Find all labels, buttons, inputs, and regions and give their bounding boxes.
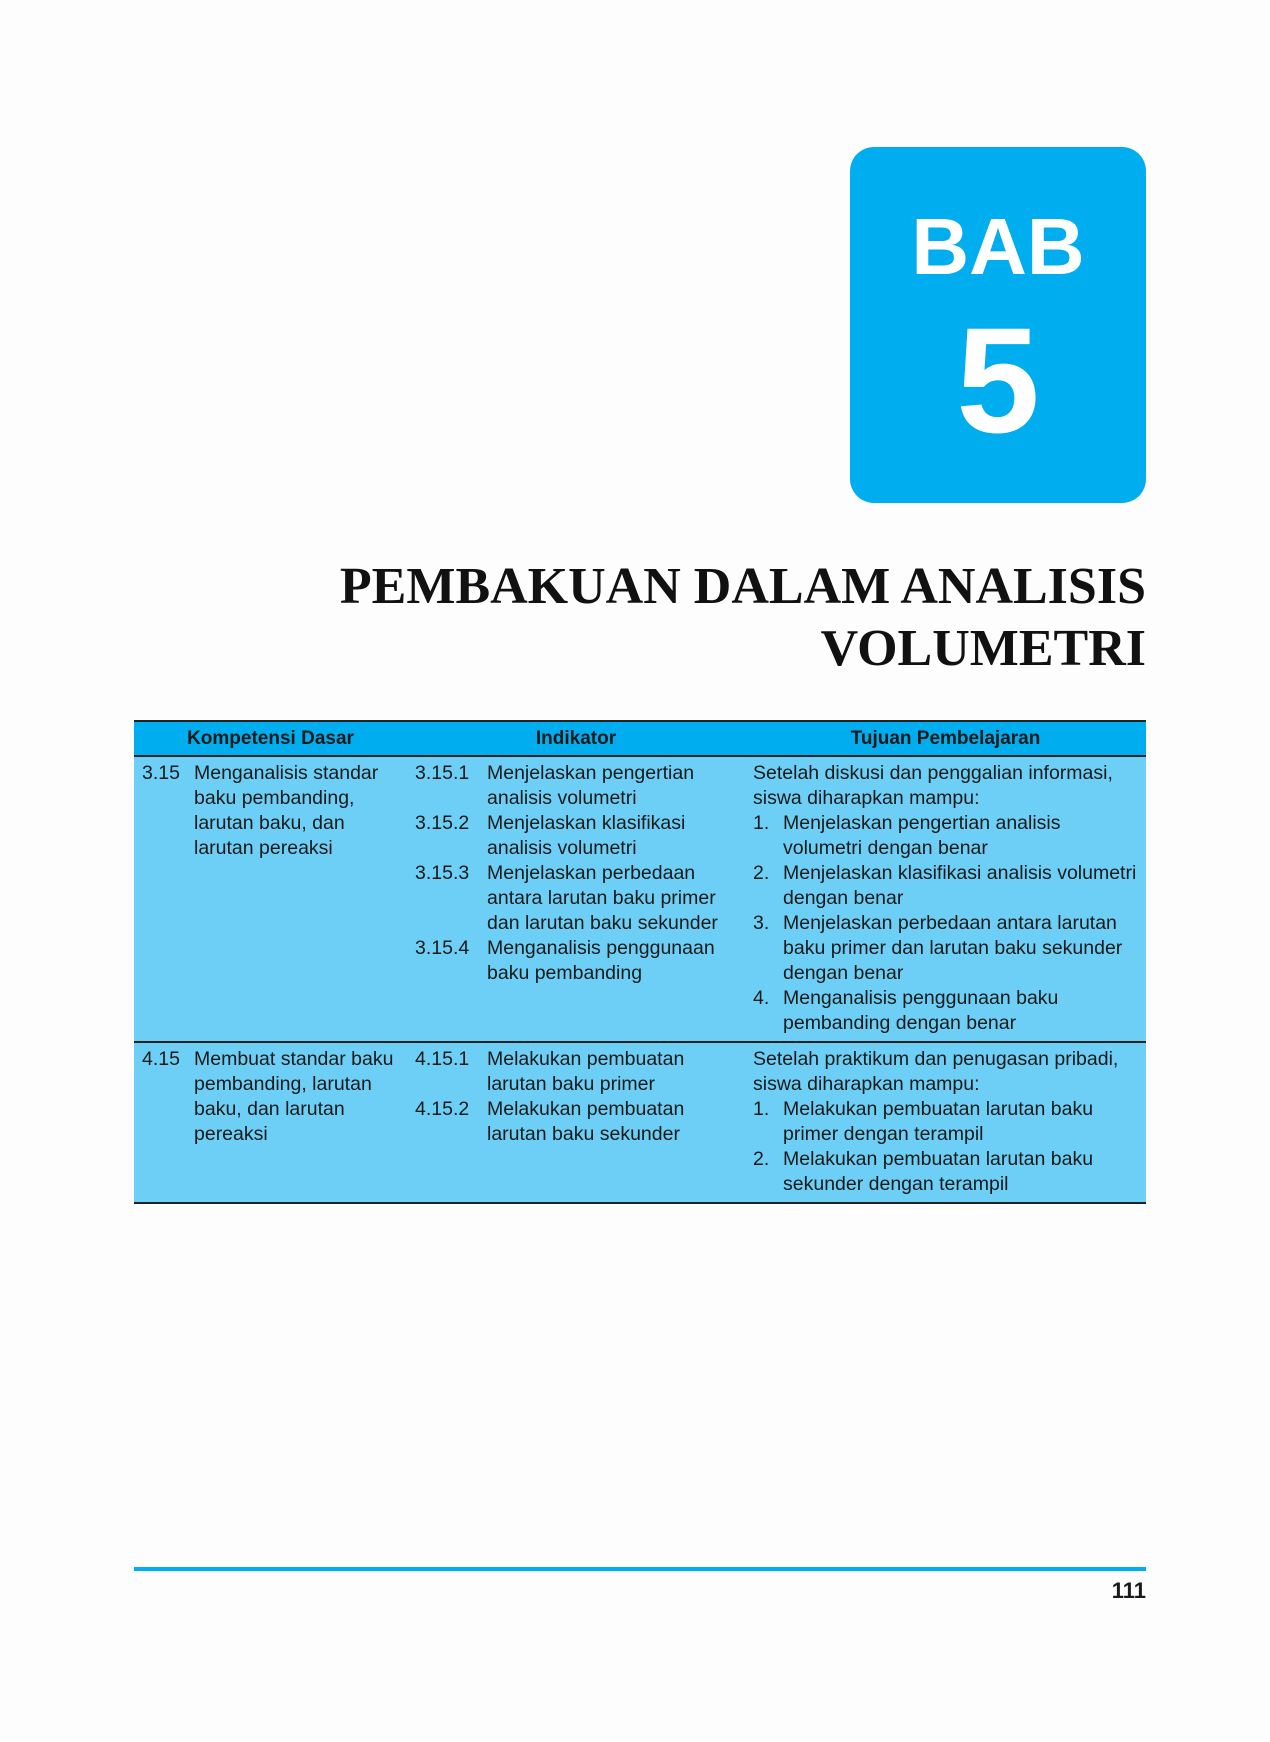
indikator-text: Melakukan pembuatan larutan baku sekunder: [487, 1098, 685, 1145]
indikator-code: 3.15.1: [415, 762, 470, 784]
tujuan-number: 2.: [753, 1148, 770, 1170]
tujuan-item: [753, 811, 1140, 861]
indikator-text: Melakukan pembuatan larutan baku primer: [487, 1048, 685, 1095]
page-number: 111: [1111, 1578, 1146, 1603]
table-row: [134, 1042, 1146, 1203]
header-kompetensi-dasar: Kompetensi Dasar: [134, 721, 407, 756]
indikator-item: [415, 861, 739, 936]
chapter-title-line-2: VOLUMETRI: [820, 620, 1146, 677]
competency-table: [134, 720, 1146, 1204]
chapter-title-line-1: PEMBAKUAN DALAM ANALISIS: [339, 558, 1146, 615]
kompetensi-dasar-cell: [134, 1042, 407, 1203]
header-tujuan-pembelajaran: Tujuan Pembelajaran: [745, 721, 1146, 756]
kd-entry: [142, 761, 401, 861]
footer-divider: [134, 1567, 1146, 1571]
indikator-code: 4.15.2: [415, 1098, 470, 1120]
tujuan-item: [753, 911, 1140, 986]
tujuan-text: Menjelaskan perbedaan antara larutan baku primer dan larutan baku sekunder dengan benar: [783, 912, 1123, 984]
indikator-text: Menganalisis penggunaan baku pembanding: [487, 937, 715, 984]
tujuan-text: Melakukan pembuatan larutan baku primer dengan terampil: [783, 1098, 1094, 1145]
indikator-cell: [407, 756, 745, 1042]
tujuan-item: [753, 1097, 1140, 1147]
tujuan-number: 1.: [753, 1098, 770, 1120]
tujuan-item: [753, 861, 1140, 911]
indikator-item: [415, 811, 739, 861]
header-indikator: Indikator: [407, 721, 745, 756]
indikator-code: 3.15.3: [415, 862, 470, 884]
tujuan-item: [753, 986, 1140, 1036]
tujuan-cell: [745, 1042, 1146, 1203]
tujuan-text: Menjelaskan pengertian analisis volumetri dengan benar: [783, 812, 1061, 859]
tujuan-text: Melakukan pembuatan larutan baku sekunder dengan terampil: [783, 1148, 1094, 1195]
tujuan-number: 4.: [753, 987, 770, 1009]
tujuan-item: [753, 1147, 1140, 1197]
indikator-item: [415, 1047, 739, 1097]
indikator-code: 3.15.4: [415, 937, 470, 959]
chapter-title: [246, 556, 1146, 680]
chapter-number: 5: [956, 296, 1040, 464]
kd-code: 4.15: [142, 1048, 180, 1070]
tujuan-text: Menganalisis penggunaan baku pembanding dengan benar: [783, 987, 1059, 1034]
kompetensi-dasar-cell: [134, 756, 407, 1042]
tujuan-cell: [745, 756, 1146, 1042]
table-row: [134, 756, 1146, 1042]
indikator-item: [415, 936, 739, 986]
kd-entry: [142, 1047, 401, 1147]
tujuan-number: 1.: [753, 812, 770, 834]
indikator-cell: [407, 1042, 745, 1203]
chapter-label: BAB: [911, 202, 1085, 291]
kd-text: Membuat standar baku pembanding, larutan baku, dan larutan pereaksi: [194, 1048, 394, 1145]
tujuan-text: Menjelaskan klasifikasi analisis volumetri dengan benar: [783, 862, 1137, 909]
indikator-code: 4.15.1: [415, 1048, 470, 1070]
tujuan-number: 3.: [753, 912, 770, 934]
kd-code: 3.15: [142, 762, 180, 784]
table-header-row: [134, 721, 1146, 756]
tujuan-number: 2.: [753, 862, 770, 884]
tujuan-intro: Setelah diskusi dan penggalian informasi, siswa diharapkan mampu:: [753, 762, 1113, 809]
kd-text: Menganalisis standar baku pembanding, larutan baku, dan larutan pereaksi: [194, 762, 379, 859]
indikator-code: 3.15.2: [415, 812, 470, 834]
indikator-text: Menjelaskan klasifikasi analisis volumetri: [487, 812, 686, 859]
chapter-badge: [850, 147, 1146, 503]
indikator-text: Menjelaskan pengertian analisis volumetri: [487, 762, 695, 809]
indikator-item: [415, 761, 739, 811]
indikator-item: [415, 1097, 739, 1147]
indikator-text: Menjelaskan perbedaan antara larutan baku primer dan larutan baku sekunder: [487, 862, 718, 934]
tujuan-intro: Setelah praktikum dan penugasan pribadi, siswa diharapkan mampu:: [753, 1048, 1119, 1095]
